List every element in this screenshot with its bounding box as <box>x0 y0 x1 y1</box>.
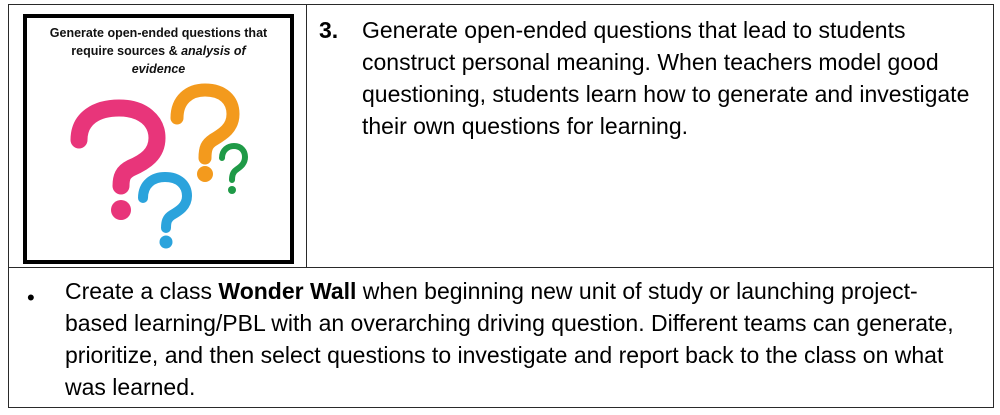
image-cell <box>9 5 307 267</box>
question-marks-poster <box>23 14 294 264</box>
table-row-top <box>9 5 993 268</box>
green-question-mark-icon <box>222 146 245 194</box>
step-number: 3. <box>319 17 339 43</box>
tip-text-before: Create a class <box>65 278 219 304</box>
content-table <box>8 4 994 408</box>
tip-text-after: when beginning new unit of study or launching project-based learning/PBL with an overarching driving question. Different teams can generate, prioritize, and then select questions to investigate and report back to the class on what was learned. <box>65 278 954 400</box>
description-cell <box>307 5 993 267</box>
poster-caption <box>33 24 284 78</box>
pink-question-mark-icon <box>79 108 157 220</box>
table-row-bottom <box>9 268 993 407</box>
poster-caption-line2-plain: require sources & <box>71 44 182 58</box>
bullet-icon: • <box>27 285 35 310</box>
poster-caption-line1: Generate open-ended questions that <box>49 26 268 40</box>
step-description: Generate open-ended questions that lead to students construct personal meaning. When teachers model good questioning, students learn how to generate and investigate their own questions for learning. <box>362 17 970 139</box>
poster-caption-line3: evidence <box>131 62 186 76</box>
tip-text-bold: Wonder Wall <box>218 278 357 304</box>
orange-question-mark-icon <box>177 90 233 182</box>
question-marks-illustration <box>27 78 290 260</box>
blue-question-mark-icon <box>143 177 187 249</box>
wonder-wall-tip <box>65 275 965 403</box>
poster-caption-line2-italic: analysis of <box>181 44 246 58</box>
